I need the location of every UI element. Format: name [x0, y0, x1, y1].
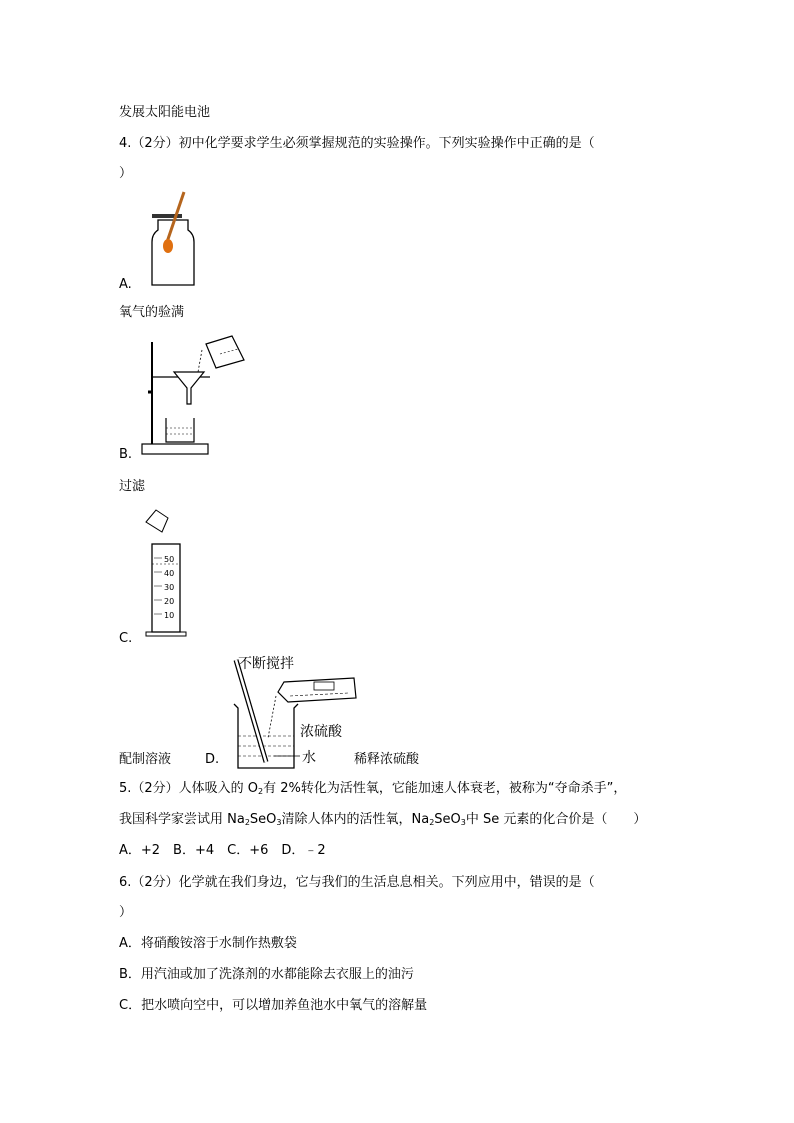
- question-6-option-b: B．用汽油或加了洗涤剂的水都能除去衣服上的油污: [119, 967, 414, 982]
- figure-a-oxygen-test: [140, 190, 200, 290]
- option-a-letter: A.: [119, 277, 132, 292]
- question-4-stem-close: ）: [119, 166, 133, 181]
- option-d-letter: D.: [205, 752, 220, 767]
- figure-b-filtration: [140, 332, 250, 457]
- option-c-letter: C.: [119, 631, 133, 646]
- label-water: 水: [302, 750, 316, 766]
- option-d-caption: 稀释浓硫酸: [354, 752, 420, 767]
- scale-label-30: 30: [164, 583, 175, 592]
- option-a-caption: 氧气的验满: [119, 305, 185, 320]
- scale-label-50: 50: [164, 555, 175, 564]
- question-6-option-c: C．把水喷向空中，可以增加养鱼池水中氧气的溶解量: [119, 998, 428, 1013]
- figure-c-measuring-cylinder: [142, 506, 192, 640]
- question-5-options: A．+2 B．+4 C．+6 D．﹣2: [119, 843, 326, 858]
- label-keep-stirring: 不断搅拌: [238, 656, 294, 672]
- question-6-option-a: A．将硝酸铵溶于水制作热敷袋: [119, 936, 297, 951]
- previous-option-continuation: 发展太阳能电池: [119, 105, 211, 120]
- scale-label-40: 40: [164, 569, 175, 578]
- scale-label-10: 10: [164, 611, 175, 620]
- question-5-line-1: 5.（2分）人体吸入的 $O_2$有 2%转化为活性氧，它能加速人体衰老，被称为“夺命杀手”，: [119, 781, 627, 796]
- question-5-line-2: 我国科学家尝试用 $Na_2SeO_3$清除人体内的活性氧，$Na_2SeO_3$中 Se 元素的化合价是（ ）: [119, 812, 647, 827]
- figure-d-dilute-sulfuric-acid: [228, 652, 368, 774]
- question-6-stem: 6.（2分）化学就在我们身边，它与我们的生活息息相关。下列应用中，错误的是（: [119, 875, 595, 890]
- option-c-caption: 配制溶液: [119, 752, 172, 767]
- scale-label-20: 20: [164, 597, 175, 606]
- question-6-stem-close: ）: [119, 905, 133, 920]
- label-concentrated-sulfuric-acid: 浓硫酸: [300, 724, 342, 740]
- option-b-letter: B.: [119, 447, 133, 462]
- option-b-caption: 过滤: [119, 479, 146, 494]
- question-4-stem: 4.（2分）初中化学要求学生必须掌握规范的实验操作。下列实验操作中正确的是（: [119, 136, 595, 151]
